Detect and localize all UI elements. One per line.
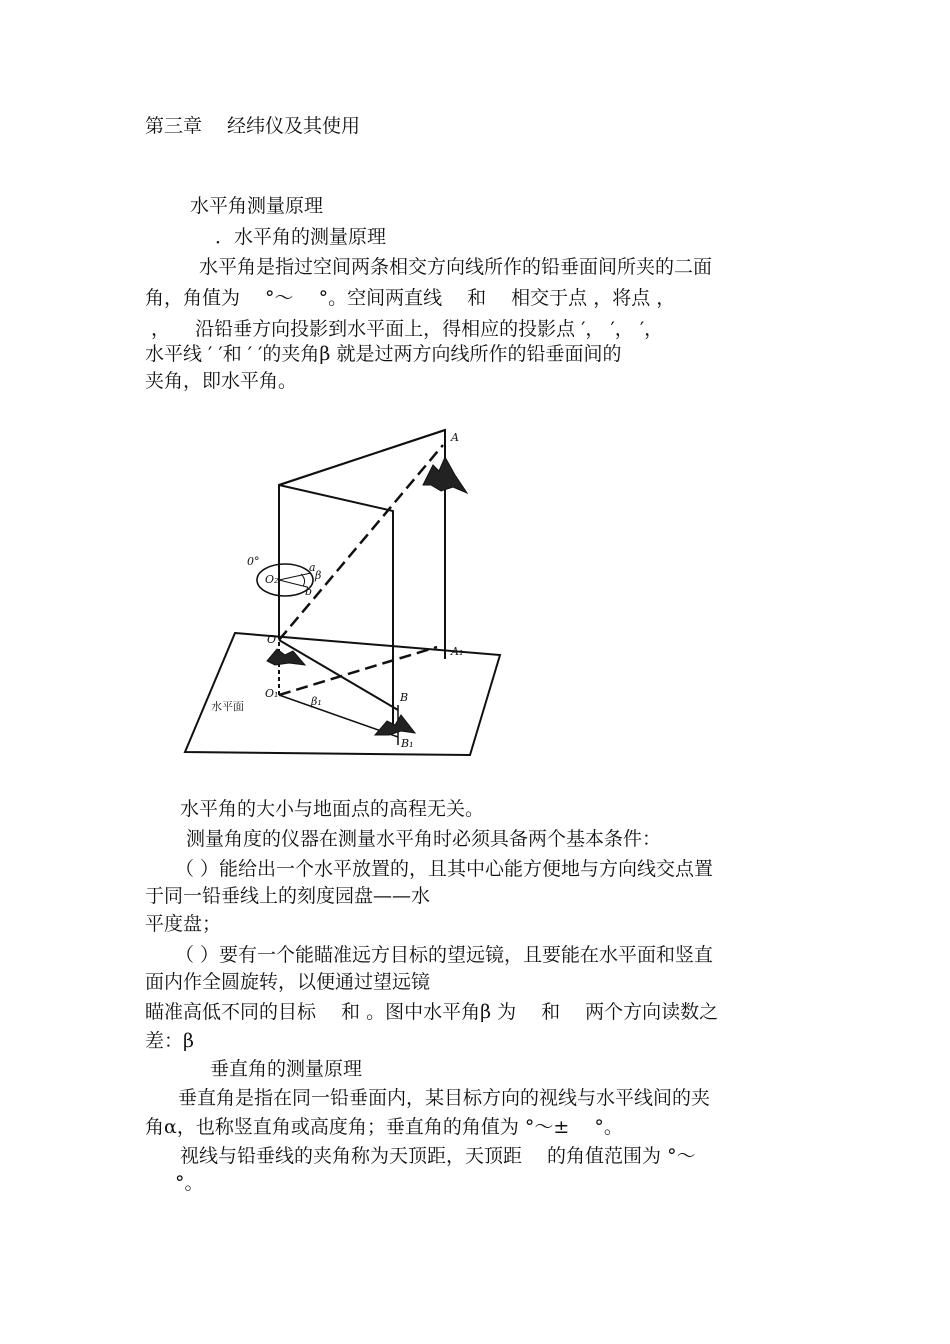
section-heading-vertical-angle: 垂直角的测量原理 bbox=[210, 1058, 363, 1080]
paragraph-line: （ ）要有一个能瞄准远方目标的望远镜，且要能在水平面和竖直 bbox=[175, 944, 714, 966]
paragraph-line: 视线与铅垂线的夹角称为天顶距，天顶距 的角值范围为 °～ bbox=[180, 1145, 696, 1167]
label-O: O bbox=[267, 633, 277, 646]
paragraph-line: 瞄准高低不同的目标 和 。图中水平角β 为 和 两个方向读数之 bbox=[145, 1001, 719, 1023]
paragraph-line: 角，角值为 °～ °。空间两直线 和 相交于点 ，将点 ， bbox=[145, 287, 676, 309]
label-a: a bbox=[309, 561, 316, 574]
paragraph-line: 测量角度的仪器在测量水平角时必须具备两个基本条件： bbox=[180, 828, 662, 850]
paragraph-line: 面内作全圆旋转，以便通过望远镜 bbox=[145, 971, 431, 993]
label-A1: A₁ bbox=[451, 645, 464, 658]
label-O1: O₁ bbox=[265, 687, 279, 700]
paragraph-line: 水平角是指过空间两条相交方向线所作的铅垂面间所夹的二面 bbox=[180, 256, 713, 278]
label-B1: B₁ bbox=[401, 737, 414, 750]
label-plane: 水平面 bbox=[211, 700, 244, 713]
paragraph-line: 角α，也称竖直角或高度角；垂直角的角值为 °～± °。 bbox=[145, 1116, 623, 1138]
paragraph-line: °。 bbox=[175, 1172, 204, 1194]
label-beta: β bbox=[315, 569, 322, 582]
horizontal-angle-figure bbox=[175, 415, 505, 760]
chapter-title: 第三章 经纬仪及其使用 bbox=[145, 115, 361, 137]
paragraph-line: 差：β bbox=[145, 1030, 194, 1052]
paragraph-line: 水平角的大小与地面点的高程无关。 bbox=[180, 798, 485, 820]
label-zero: 0° bbox=[247, 555, 260, 568]
label-beta1: β₁ bbox=[311, 695, 322, 708]
paragraph-line: （ ）能给出一个水平放置的，且其中心能方便地与方向线交点置 bbox=[175, 858, 714, 880]
mountain-icon bbox=[267, 457, 467, 735]
section-heading-horizontal-angle: 水平角测量原理 bbox=[190, 195, 324, 217]
label-B: B bbox=[400, 691, 409, 704]
paragraph-line: 夹角，即水平角。 bbox=[145, 370, 298, 392]
paragraph-line: 平度盘； bbox=[145, 913, 222, 935]
label-b: b bbox=[305, 585, 313, 598]
label-O2: O₂ bbox=[265, 573, 279, 586]
label-A: A bbox=[451, 431, 459, 444]
subsection-heading: ．水平角的测量原理 bbox=[215, 226, 387, 248]
paragraph-line: 垂直角是指在同一铅垂面内，某目标方向的视线与水平线间的夹 bbox=[178, 1087, 711, 1109]
paragraph-line: 水平线 ′ ′和 ′ ′的夹角β 就是过两方向线所作的铅垂面间的 bbox=[145, 343, 622, 365]
paragraph-line: ， 沿铅垂方向投影到水平面上，得相应的投影点 ′， ′， ′， bbox=[145, 318, 664, 340]
paragraph-line: 于同一铅垂线上的刻度园盘——水 bbox=[145, 885, 431, 907]
